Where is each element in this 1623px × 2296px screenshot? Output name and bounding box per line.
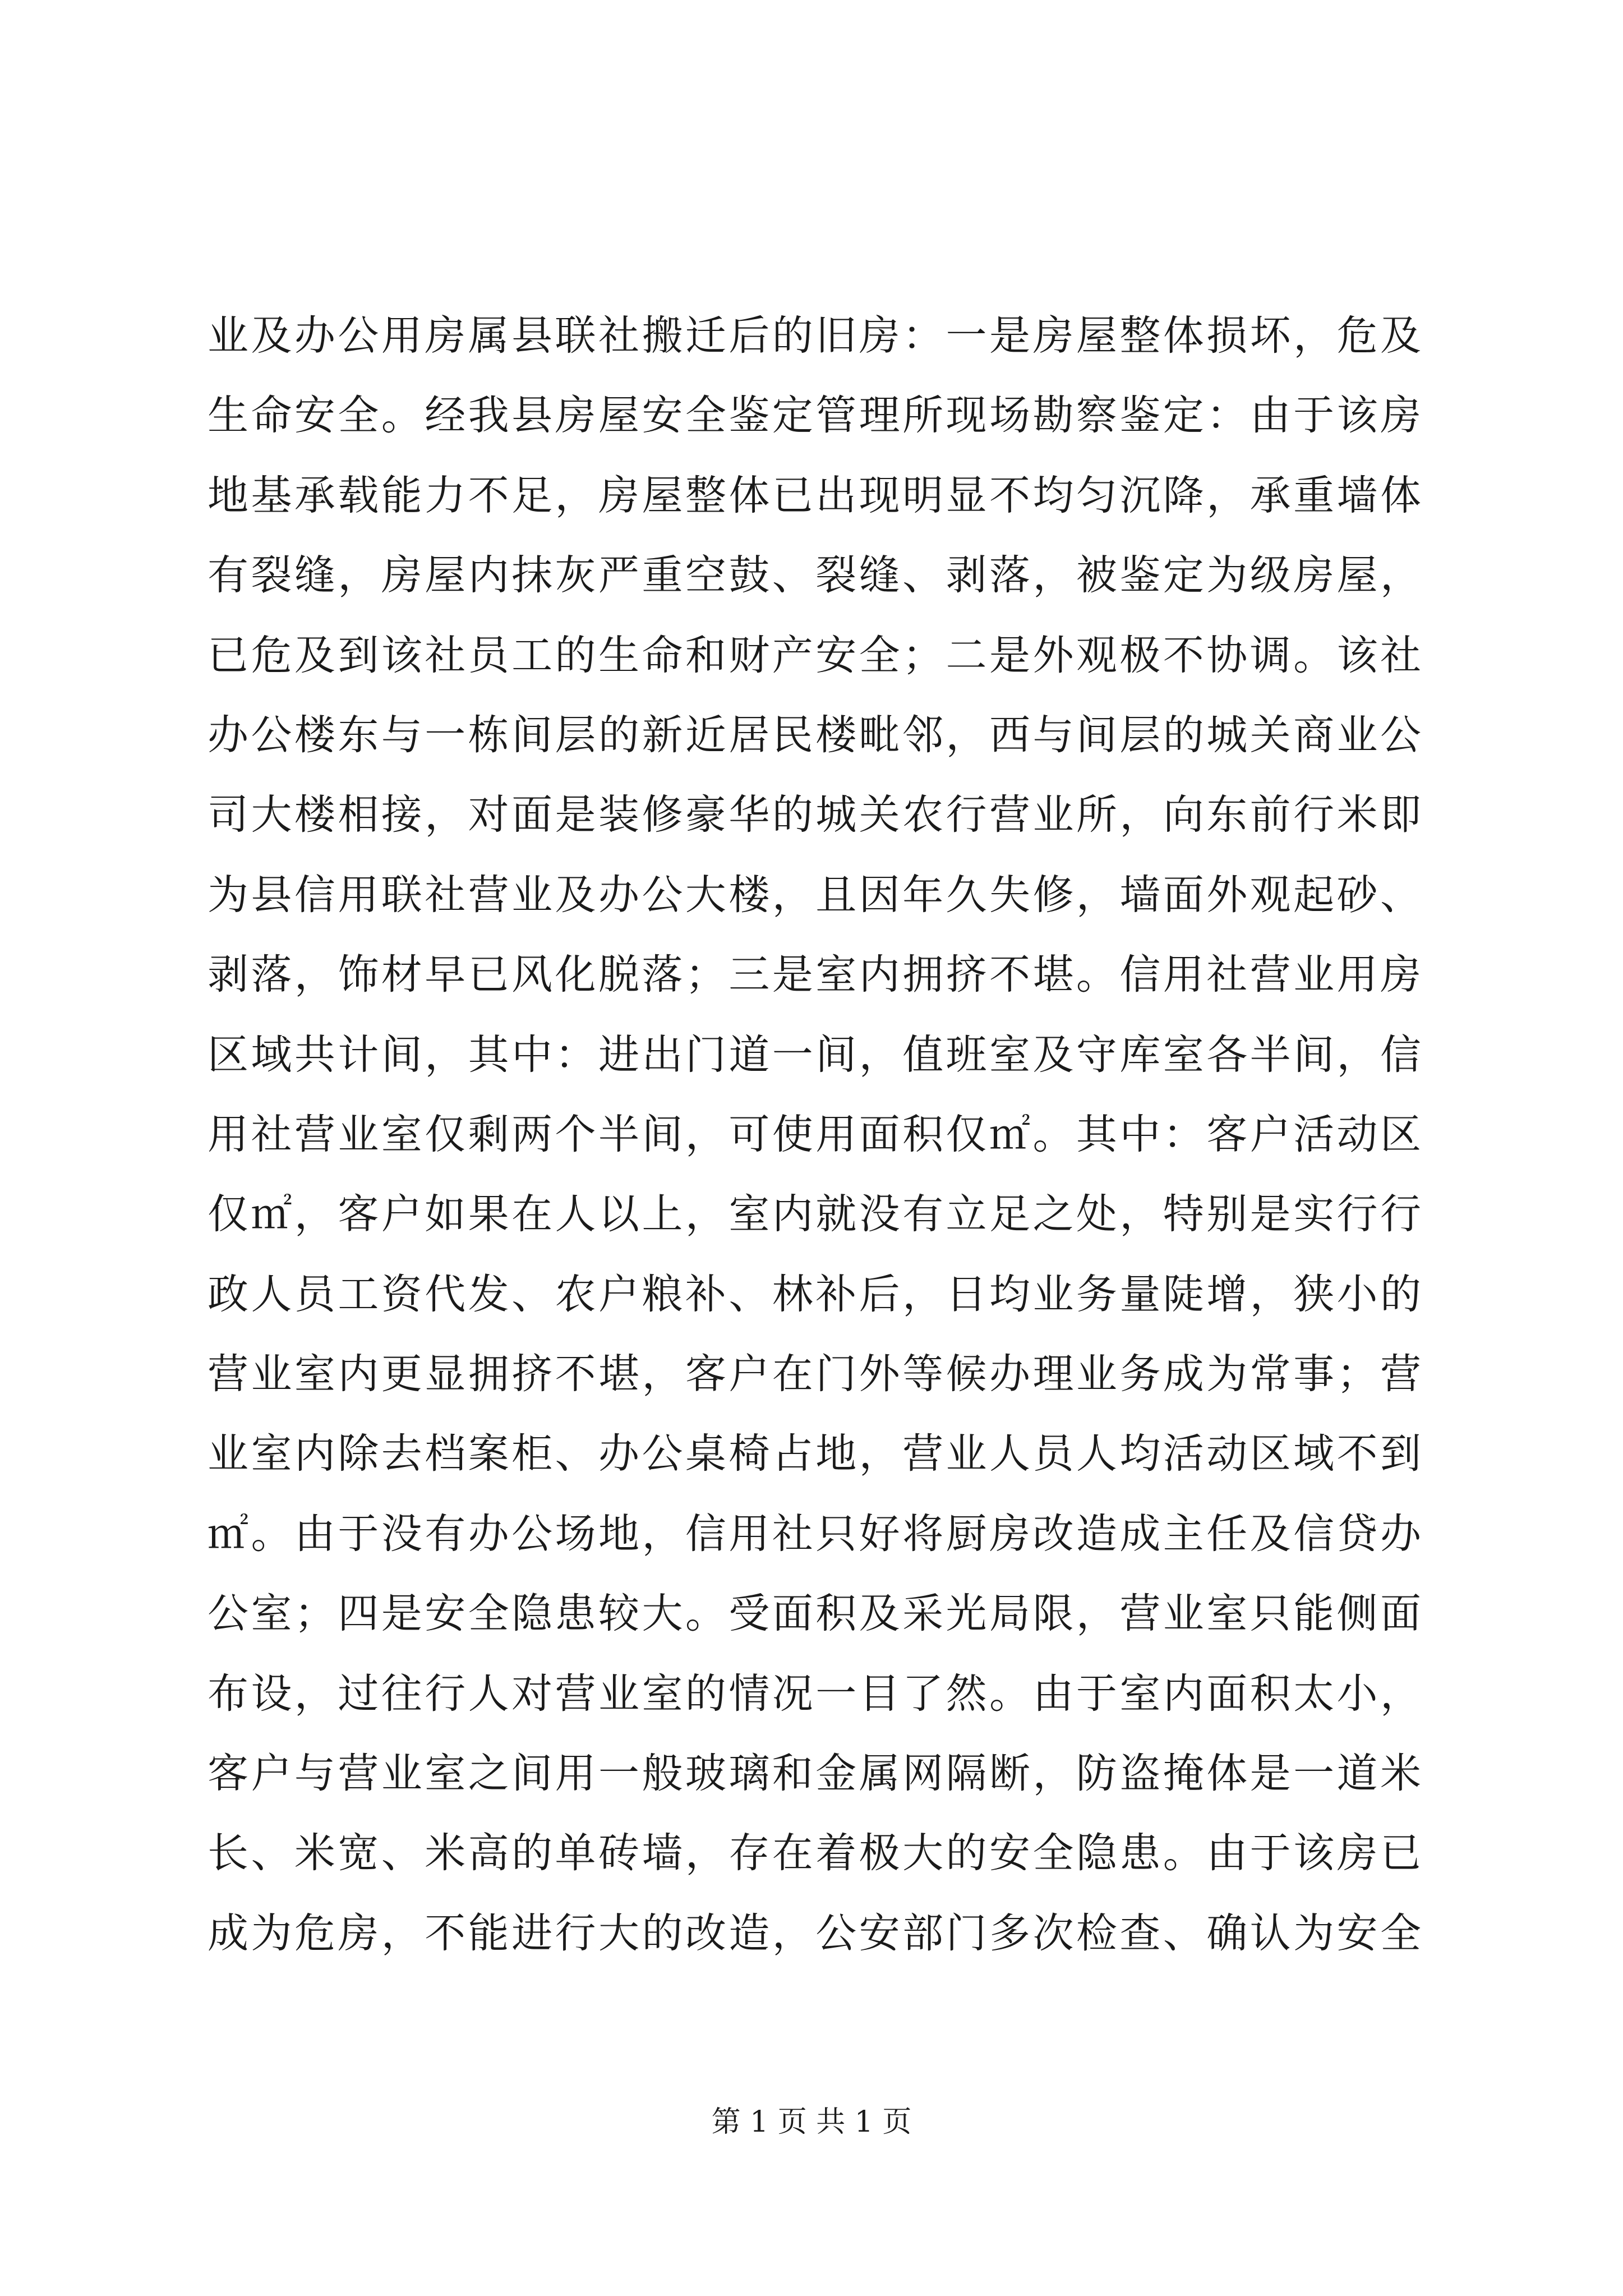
text-line: 仅㎡，客户如果在人以上，室内就没有立足之处，特别是实行行 [208, 1190, 1421, 1239]
text-line: 有裂缝，房屋内抹灰严重空鼓、裂缝、剥落，被鉴定为级房屋， [208, 551, 1421, 600]
text-line: 已危及到该社员工的生命和财产安全；二是外观极不协调。该社 [208, 631, 1421, 679]
text-line: 业室内除去档案柜、办公桌椅占地，营业人员人均活动区域不到 [208, 1430, 1421, 1478]
text-line: 生命安全。经我县房屋安全鉴定管理所现场勘察鉴定：由于该房 [208, 392, 1421, 440]
text-line: 地基承载能力不足，房屋整体已出现明显不均匀沉降，承重墙体 [208, 471, 1421, 519]
body-text [208, 296, 1421, 1973]
text-line: 司大楼相接，对面是装修豪华的城关农行营业所，向东前行米即 [208, 791, 1421, 839]
text-line: 区域共计间，其中：进出门道一间，值班室及守库室各半间，信 [208, 1030, 1421, 1079]
page-footer [0, 2098, 1623, 2140]
text-line: 客户与营业室之间用一般玻璃和金属网隔断，防盗掩体是一道米 [208, 1750, 1421, 1798]
text-line: 业及办公用房属县联社搬迁后的旧房：一是房屋整体损坏，危及 [208, 312, 1421, 360]
text-line: ㎡。由于没有办公场地，信用社只好将厨房改造成主任及信贷办 [208, 1510, 1421, 1558]
text-line: 成为危房，不能进行大的改造，公安部门多次检查、确认为安全 [208, 1909, 1421, 1957]
text-line: 营业室内更显拥挤不堪，客户在门外等候办理业务成为常事；营 [208, 1350, 1421, 1398]
text-line: 布设，过往行人对营业室的情况一目了然。由于室内面积太小， [208, 1669, 1421, 1718]
text-line: 剥落，饰材早已风化脱落；三是室内拥挤不堪。信用社营业用房 [208, 951, 1421, 999]
text-line: 为县信用联社营业及办公大楼，且因年久失修，墙面外观起砂、 [208, 871, 1421, 919]
text-line: 政人员工资代发、农户粮补、林补后，日均业务量陡增，狭小的 [208, 1270, 1421, 1318]
text-line: 公室；四是安全隐患较大。受面积及采光局限，营业室只能侧面 [208, 1590, 1421, 1638]
text-line: 长、米宽、米高的单砖墙，存在着极大的安全隐患。由于该房已 [208, 1829, 1421, 1878]
page-number-label: 第 1 页 共 1 页 [711, 2105, 912, 2139]
text-line: 用社营业室仅剩两个半间，可使用面积仅㎡。其中：客户活动区 [208, 1110, 1421, 1158]
text-line: 办公楼东与一栋间层的新近居民楼毗邻，西与间层的城关商业公 [208, 711, 1421, 759]
